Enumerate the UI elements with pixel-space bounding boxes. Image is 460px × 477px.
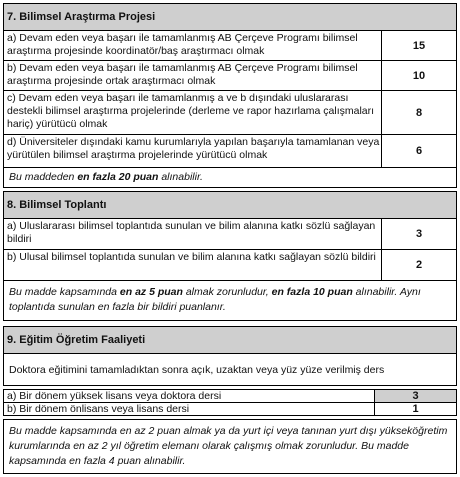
item-points: 1 — [374, 403, 456, 415]
note-text: almak zorunludur, — [182, 286, 272, 298]
item-text: a) Uluslararası bilimsel toplantıda sunulan ve bilim alanına katkı sözlü sağlayan bildiri — [7, 220, 376, 245]
section-9-item-b — [3, 402, 457, 416]
item-text: c) Devam eden veya başarı ile tamamlanmış a ve b dışındaki uluslararası destekli bilimsel araştırma projelerinde (derleme ve rapor hazırlama çalışmaları hariç) yürütücü olmak — [7, 92, 375, 130]
section-9-item-a — [3, 389, 457, 403]
item-points: 6 — [381, 135, 456, 167]
section-7-item-c — [3, 90, 457, 135]
note-text: Bu maddeden — [9, 171, 78, 183]
note-text: alınabilir. Aynı toplantıda sunulan en fazla bir bildiri puanlanır. — [9, 286, 421, 313]
note-text: Bu madde kapsamında en az 2 puan almak ya da yurt içi veya tanınan yurt dışı yükseköğretim kurumlarında en az 2 yıl öğretim elemanı olarak çalışmış olmak zorunludur. Bu madde kapsamında en fazla 4 puan alınabilir. — [9, 425, 448, 467]
section-7-header — [3, 3, 457, 31]
item-points: 3 — [374, 390, 456, 402]
item-text: b) Ulusal bilimsel toplantıda sunulan ve bilim alanına katkı sağlayan sözlü bildiri — [7, 251, 376, 263]
note-emphasis: en az 5 puan — [119, 286, 183, 298]
item-text: a) Devam eden veya başarı ile tamamlanmış AB Çerçeve Programı bilimsel araştırma projesinde koordinatör/baş araştırmacı olmak — [7, 32, 358, 57]
section-7-item-a — [3, 30, 457, 61]
item-text: b) Devam eden veya başarı ile tamamlanmış AB Çerçeve Programı bilimsel araştırma projesinde ortak araştırmacı olmak — [7, 62, 358, 87]
item-points: 3 — [381, 219, 456, 249]
note-emphasis: en fazla 20 puan — [77, 171, 159, 183]
section-7-item-b — [3, 60, 457, 91]
item-text: a) Bir dönem yüksek lisans veya doktora dersi — [7, 390, 222, 402]
item-points: 15 — [381, 31, 456, 60]
note-emphasis: en fazla 10 puan — [271, 286, 353, 298]
note-text: Bu madde kapsamında — [9, 286, 120, 298]
section-8-header — [3, 191, 457, 219]
note-text: alınabilir. — [158, 171, 203, 183]
section-8-item-a — [3, 218, 457, 250]
item-points: 2 — [381, 250, 456, 280]
section-7-item-d — [3, 134, 457, 168]
section-7-title: 7. Bilimsel Araştırma Projesi — [7, 11, 156, 23]
section-8-item-b — [3, 249, 457, 281]
item-text: d) Üniversiteler dışındaki kamu kurumlarıyla yapılan başarıyla tamamlanan veya yürütülen bilimsel araştırma projelerinde yürütücü olmak — [7, 136, 380, 161]
item-points: 10 — [381, 61, 456, 90]
section-9-title: 9. Eğitim Öğretim Faaliyeti — [7, 334, 146, 346]
section-9-intro — [3, 353, 457, 386]
intro-text: Doktora eğitimini tamamladıktan sonra açık, uzaktan veya yüz yüze verilmiş ders — [9, 364, 385, 376]
item-points: 8 — [381, 91, 456, 134]
section-9-note — [3, 419, 457, 474]
section-7-note — [3, 167, 457, 188]
section-8-note — [3, 280, 457, 321]
section-9-header — [3, 326, 457, 354]
item-text: b) Bir dönem önlisans veya lisans dersi — [7, 403, 190, 415]
section-8-title: 8. Bilimsel Toplantı — [7, 199, 107, 211]
